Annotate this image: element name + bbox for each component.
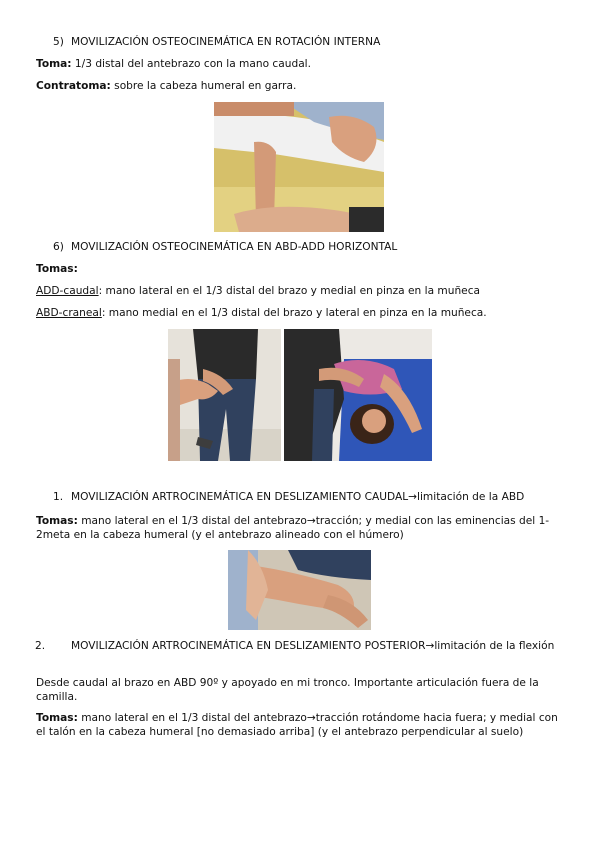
section-5-heading: 5) MOVILIZACIÓN OSTEOCINEMÁTICA EN ROTACIÓN INTERNA xyxy=(53,36,381,48)
section-5-toma: Toma: 1/3 distal del antebrazo con la mano caudal. xyxy=(36,58,311,70)
artro-1-tomas: Tomas: mano lateral en el 1/3 distal del antebrazo→tracción; y medial con las eminencias del 1-2meta en la cabeza humeral (y el antebrazo alineado con el húmero) xyxy=(36,515,550,541)
photo-rotacion-interna xyxy=(214,102,384,232)
section-6-abd-craneal: ABD-craneal: mano medial en el 1/3 distal del brazo y lateral en pinza en la muñeca. xyxy=(36,307,487,319)
section-6-tomas-label: Tomas: xyxy=(36,263,78,275)
arrow-icon: → xyxy=(425,640,435,652)
photo-deslizamiento-caudal xyxy=(228,550,371,630)
arrow-icon: → xyxy=(408,491,418,503)
photo-abd-craneal xyxy=(284,329,432,461)
artro-2-tomas: Tomas: mano lateral en el 1/3 distal del antebrazo→tracción rotándome hacia fuera; y medial con el talón en la cabeza humeral [no demasiado arriba] (y el antebrazo perpendicular al suelo) xyxy=(36,712,558,738)
artro-2-description: Desde caudal al brazo en ABD 90º y apoyado en mi tronco. Importante articulación fuera de la camilla. xyxy=(36,677,539,703)
section-5-contratoma: Contratoma: sobre la cabeza humeral en garra. xyxy=(36,80,297,92)
section-6-heading: 6) MOVILIZACIÓN OSTEOCINEMÁTICA EN ABD-ADD HORIZONTAL xyxy=(53,241,398,253)
photo-add-caudal xyxy=(168,329,281,461)
arrow-icon: → xyxy=(306,515,316,527)
artro-1-heading: 1. MOVILIZACIÓN ARTROCINEMÁTICA EN DESLIZAMIENTO CAUDAL→limitación de la ABD xyxy=(53,491,525,503)
arrow-icon: → xyxy=(306,712,316,724)
artro-2-heading: 2. MOVILIZACIÓN ARTROCINEMÁTICA EN DESLIZAMIENTO POSTERIOR→limitación de la flexión xyxy=(35,640,555,652)
section-6-add-caudal: ADD-caudal: mano lateral en el 1/3 distal del brazo y medial en pinza en la muñeca xyxy=(36,285,481,297)
